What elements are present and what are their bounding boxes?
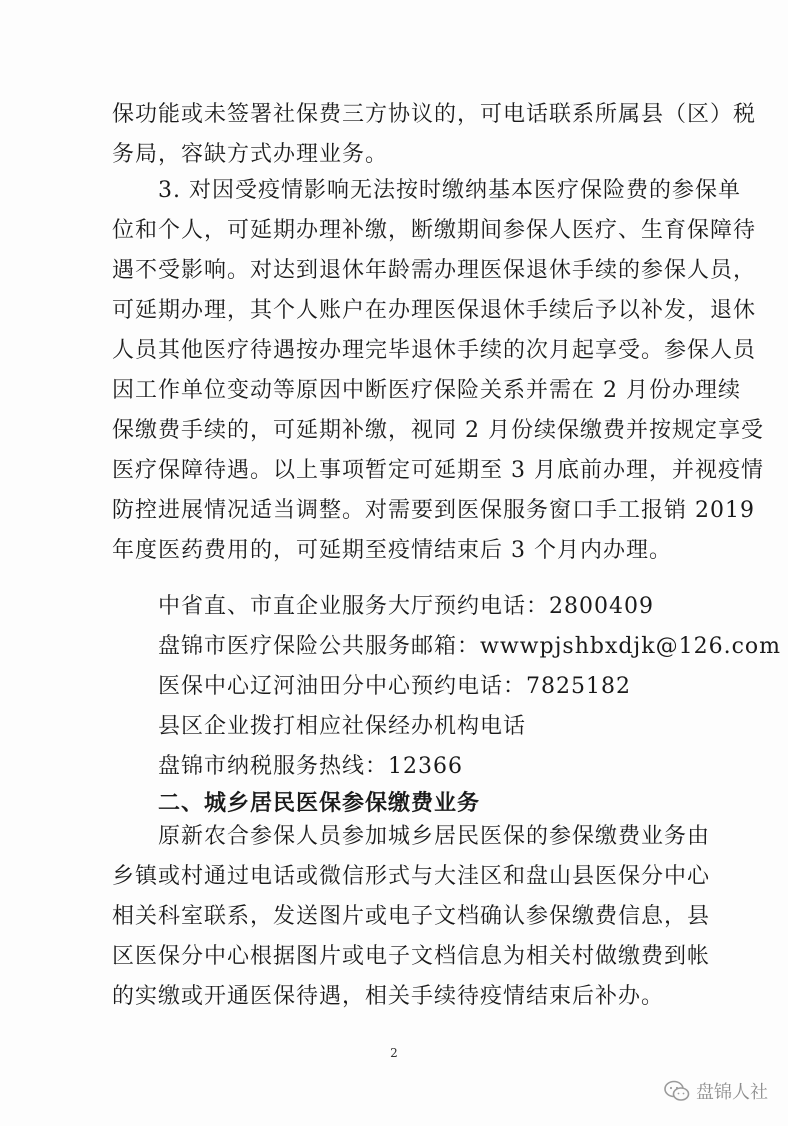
paragraph-line: 因工作单位变动等原因中断医疗保险关系并需在 2 月份办理续	[112, 378, 741, 403]
contact-line: 中省直、市直企业服务大厅预约电话：2800409	[158, 594, 654, 619]
section-heading: 二、城乡居民医保参保缴费业务	[158, 790, 481, 816]
paragraph-line: 务局，容缺方式办理业务。	[112, 142, 389, 167]
paragraph-line: 位和个人，可延期办理补缴，断缴期间参保人医疗、生育保障待	[112, 218, 757, 243]
contact-line: 盘锦市医疗保险公共服务邮箱：wwwpjshbxdjk@126.com	[158, 634, 781, 659]
contact-line: 医保中心辽河油田分中心预约电话：7825182	[158, 674, 631, 699]
account-watermark	[664, 1078, 768, 1104]
paragraph-line: 区医保分中心根据图片或电子文档信息为相关村做缴费到帐	[112, 944, 711, 969]
paragraph-line: 年度医药费用的，可延期至疫情结束后 3 个月内办理。	[112, 538, 672, 563]
paragraph-line: 保缴费手续的，可延期补缴，视同 2 月份续保缴费并按规定享受	[112, 418, 764, 443]
paragraph-line: 防控进展情况适当调整。对需要到医保服务窗口手工报销 2019	[112, 498, 755, 523]
paragraph-line: 原新农合参保人员参加城乡居民医保的参保缴费业务由	[158, 824, 711, 849]
paragraph-line: 可延期办理，其个人账户在办理医保退休手续后予以补发，退休	[112, 298, 757, 323]
watermark-text: 盘锦人社	[696, 1082, 768, 1103]
paragraph-line: 相关科室联系，发送图片或电子文档确认参保缴费信息，县	[112, 904, 711, 929]
paragraph-line: 的实缴或开通医保待遇，相关手续待疫情结束后补办。	[112, 984, 665, 1009]
paragraph-line: 3. 对因受疫情影响无法按时缴纳基本医疗保险费的参保单	[158, 178, 741, 203]
contact-line: 县区企业拨打相应社保经办机构电话	[158, 714, 527, 739]
wechat-icon	[664, 1080, 690, 1102]
paragraph-line: 乡镇或村通过电话或微信形式与大洼区和盘山县医保分中心	[112, 864, 711, 889]
contact-line: 盘锦市纳税服务热线：12366	[158, 754, 463, 779]
page-number: 2	[390, 1046, 398, 1060]
paragraph-line: 保功能或未签署社保费三方协议的，可电话联系所属县（区）税	[112, 102, 757, 127]
paragraph-line: 医疗保障待遇。以上事项暂定可延期至 3 月底前办理，并视疫情	[112, 458, 764, 483]
paragraph-line: 人员其他医疗待遇按办理完毕退休手续的次月起享受。参保人员	[112, 338, 757, 363]
paragraph-line: 遇不受影响。对达到退休年龄需办理医保退休手续的参保人员，	[112, 258, 757, 283]
